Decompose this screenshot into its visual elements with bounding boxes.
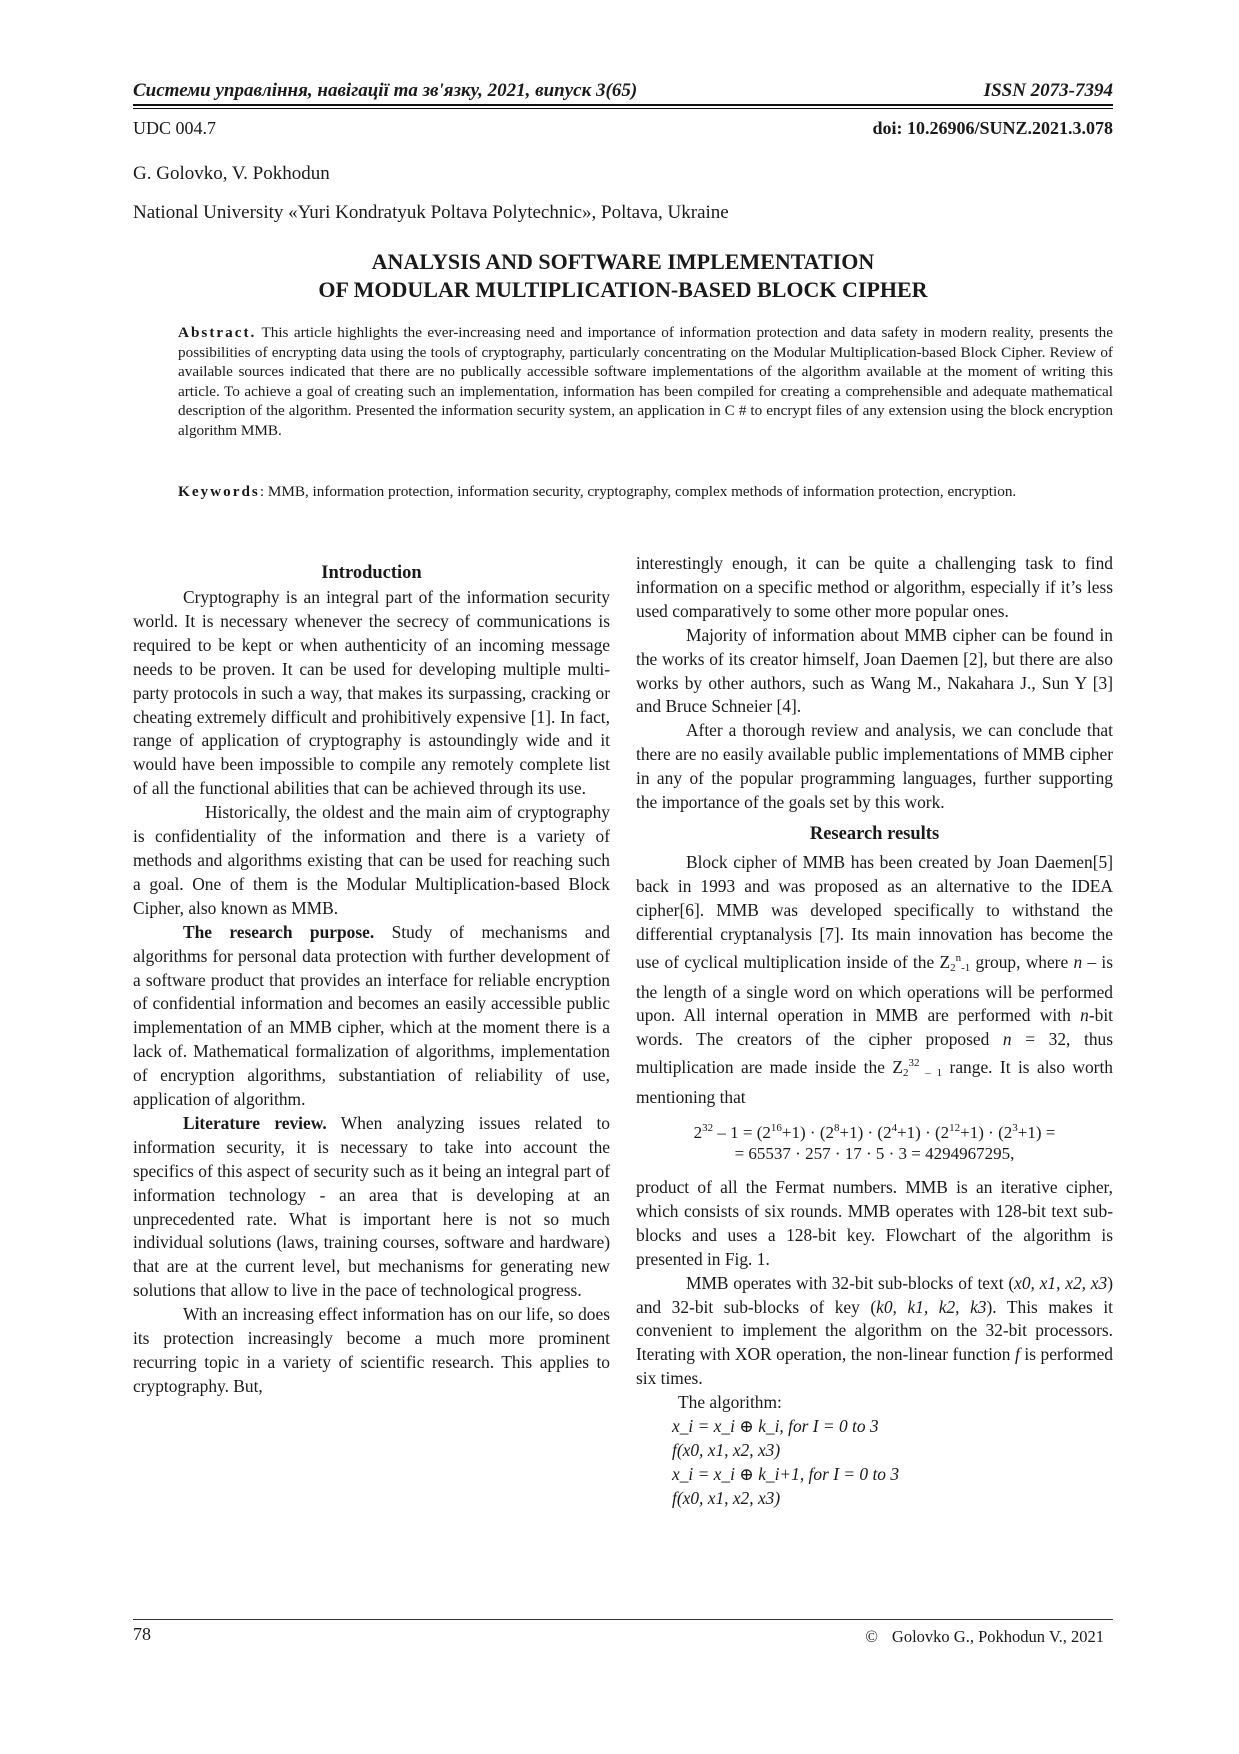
text-run: = 32, thus multiplication are made inside the Z — [636, 1029, 1113, 1078]
text-run: ) and 32-bit sub-blocks of key ( — [636, 1272, 1113, 1317]
text-run: is performed six times. — [636, 1344, 1113, 1389]
text-run: MMB operates with 32-bit sub-blocks of text ( — [686, 1272, 1015, 1293]
eq-part: +1) · (2 — [839, 1123, 892, 1143]
text-run: -bit words. The creators of the cipher proposed — [636, 1005, 1113, 1050]
keywords-label: Keywords — [178, 483, 260, 500]
algorithm-step: x_i = x_i ⊕ k_i+1, for I = 0 to 3 — [672, 1463, 900, 1484]
abstract-label: Abstract. — [178, 324, 257, 341]
paragraph-literature-review — [133, 1112, 610, 1303]
research-purpose-label: The research purpose. — [183, 921, 375, 942]
eq-part: – 1 = (2 — [713, 1123, 771, 1143]
keywords — [178, 482, 1113, 502]
journal-name: Системи управління, навігації та зв'язку, 2021, випуск 3(65) — [133, 80, 638, 101]
abstract-text: This article highlights the ever-increasing need and importance of information protection and data safety in modern reality, presents the possibilities of encrypting data using the tools of cryptography, particularly concentrating on the Modular Multiplication-based Block Cipher. Review of available sources indicated that there are no publically accessible software implementations of the algorithm available at the moment of writing this article. To achieve a goal of creating such an implementation, information has been compiled for creating a comprehensible and adequate mathematical description of the algorithm. Presented the information security system, an application in C # to encrypt files of any extension using the block encryption algorithm MMB. — [178, 324, 1113, 439]
paragraph: After a thorough review and analysis, we can conclude that there are no easily available public implementations of MMB cipher in any of the popular programming languages, further supporting the importance of the goals set by this work. — [636, 720, 1113, 813]
running-header — [133, 76, 1113, 102]
udc: UDC 004.7 — [133, 118, 217, 138]
subscript: 2 — [902, 1067, 909, 1080]
eq-exp: 4 — [891, 1122, 898, 1135]
subscript: 2 — [950, 961, 956, 974]
authors: G. Golovko, V. Pokhodun — [133, 163, 330, 184]
eq-exp: 16 — [770, 1122, 782, 1135]
affiliation: National University «Yuri Kondratyuk Poltava Polytechnic», Poltava, Ukraine — [133, 202, 729, 223]
literature-review-text: When analyzing issues related to information security, it is necessary to take into account the specifics of this aspect of security such as it being an integral part of information technology - an area that is developing at an unprecedented rate. What is important here is not so much individual solutions (laws, training courses, software and hardware) that are at the current level, but mechanisms for generating new solutions that allow to live in the pace of technological progress. — [133, 1112, 610, 1301]
paragraph: Historically, the oldest and the main aim of cryptography is confidentiality of the information and there is a variety of methods and algorithms existing that can be used for reaching such a goal. One of them is the Modular Multiplication-based Block Cipher, also known as MMB. — [133, 802, 610, 918]
subscript: -1 — [961, 961, 971, 974]
text-run: range. It is also worth mentioning that — [636, 1057, 1114, 1108]
algorithm-step: f(x0, x1, x2, x3) — [672, 1487, 781, 1508]
abstract — [178, 323, 1113, 441]
text-run: ). This makes it convenient to implement the algorithm on the 32-bit processors. Iterating with XOR operation, the non-linear function — [636, 1296, 1113, 1365]
variable-n: n — [1002, 1029, 1012, 1050]
equation-line-2: = 65537 · 257 · 17 · 5 · 3 = 4294967295, — [734, 1144, 1015, 1164]
eq-exp: 32 — [702, 1122, 714, 1135]
text-run: group, where — [970, 951, 1074, 972]
subscript: – 1 — [919, 1067, 943, 1080]
paragraph-subblocks — [636, 1272, 1113, 1392]
variable-n: n — [1073, 951, 1083, 972]
text-subblocks: x0, x1, x2, x3 — [1014, 1272, 1108, 1293]
title-line-1: ANALYSIS AND SOFTWARE IMPLEMENTATION — [371, 249, 875, 274]
header-double-rule — [133, 104, 1113, 109]
paragraph: interestingly enough, it can be quite a challenging task to find information on a specific method or algorithm, especially if it’s less used comparatively to some other more popular ones. — [636, 553, 1113, 621]
copyright-icon: © — [865, 1627, 878, 1646]
meta-row — [133, 118, 1113, 139]
superscript: 32 — [908, 1057, 920, 1070]
section-heading-research-results: Research results — [809, 823, 940, 844]
eq-part: +1) = — [1017, 1123, 1056, 1143]
literature-review-label: Literature review. — [183, 1112, 327, 1133]
keywords-text: : MMB, information protection, information security, cryptography, complex methods of information protection, encryption. — [259, 483, 1017, 500]
algorithm-title: The algorithm: — [678, 1392, 782, 1413]
copyright — [865, 1627, 1104, 1647]
left-column — [133, 560, 610, 1399]
text-run: Block cipher of MMB has been created by Joan Daemen[5] back in 1993 and was proposed as an alternative to the IDEA cipher[6]. MMB was developed specifically to withstand the differential cryptanalysis [7]. Its main innovation has become the use of cyclical multiplication inside of the Z — [636, 851, 1113, 972]
eq-exp: 3 — [1012, 1122, 1018, 1135]
paragraph: With an increasing effect information has on our life, so does its protection increasingly become a much more prominent recurring topic in a variety of scientific research. This applies to cryptography. But, — [133, 1304, 610, 1396]
algorithm-step: x_i = x_i ⊕ k_i, for I = 0 to 3 — [672, 1416, 879, 1437]
eq-part: +1) · (2 — [781, 1123, 834, 1143]
title-line-2: OF MODULAR MULTIPLICATION-BASED BLOCK CIPHER — [318, 277, 928, 302]
algorithm-steps — [636, 1415, 1113, 1511]
eq-part: +1) · (2 — [960, 1123, 1013, 1143]
eq-exp: 12 — [949, 1122, 961, 1135]
research-purpose-text: Study of mechanisms and algorithms for personal data protection with further development of a software product that provides an interface for reliable encryption of confidential information and becomes an easily accessible public implementation of an MMB cipher, which at the moment there is a lack of. Mathematical formalization of algorithms, implementation of encryption algorithms, substantiation of reliability of use, application of algorithm. — [133, 921, 610, 1110]
paragraph: product of all the Fermat numbers. MMB is an iterative cipher, which consists of six rounds. MMB operates with 128-bit text sub-blocks and uses a 128-bit key. Flowchart of the algorithm is presented in Fig. 1. — [636, 1177, 1113, 1269]
paragraph-research-purpose — [133, 921, 610, 1112]
paragraph: Majority of information about MMB cipher can be found in the works of its creator himself, Joan Daemen [2], but there are also works by other authors, such as Wang M., Nakahara J., Sun Y [3] and Bruce Schneier [4]. — [636, 624, 1113, 717]
superscript: n — [955, 951, 962, 964]
section-heading-introduction: Introduction — [321, 563, 422, 583]
variable-n: n — [1080, 1005, 1089, 1026]
fermat-equation — [636, 1118, 1113, 1164]
eq-exp: 8 — [834, 1122, 840, 1135]
equation-line-1 — [636, 1118, 1113, 1143]
paragraph-mmb-description — [636, 851, 1113, 1110]
paper-title — [133, 248, 1113, 304]
copyright-text: Golovko G., Pokhodun V., 2021 — [891, 1627, 1104, 1646]
paragraph: Cryptography is an integral part of the information security world. It is necessary whenever the secrecy of communications is required to be kept or when authenticity of an incoming message needs to be proven. It can be used for developing multiple multi-party protocols in such a way, that makes its surpassing, cracking or cheating extremely difficult and prohibitively expensive [1]. In fact, range of application of cryptography is astoundingly wide and it would have been impossible to compile any remotely complete list of all the functional abilities that can be achieved through its use. — [133, 587, 610, 799]
footer-rule — [133, 1619, 1113, 1620]
right-column — [636, 552, 1113, 1511]
issn: ISSN 2073-7394 — [983, 80, 1113, 101]
algorithm-step: f(x0, x1, x2, x3) — [672, 1440, 781, 1460]
text-run: – is the length of a single word on which operations will be performed upon. All internal operation in MMB are performed with — [636, 951, 1114, 1026]
eq-part: +1) · (2 — [897, 1123, 950, 1143]
function-f: f — [1015, 1344, 1020, 1365]
doi-link[interactable]: doi: 10.26906/SUNZ.2021.3.078 — [872, 118, 1113, 138]
page-number: 78 — [133, 1624, 151, 1644]
key-subblocks: k0, k1, k2, k3 — [876, 1296, 987, 1317]
eq-part: 2 — [693, 1123, 703, 1143]
